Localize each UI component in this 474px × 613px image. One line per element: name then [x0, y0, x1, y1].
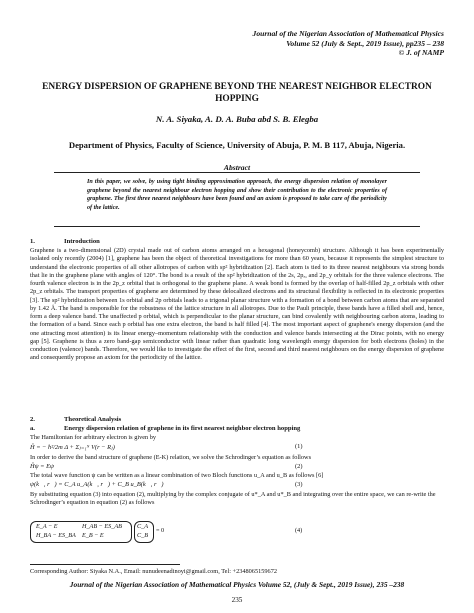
subsection-a-title: Energy dispersion relation of graphene in its first nearest neighbor electron hopping — [64, 425, 301, 432]
paper-affiliation: Department of Physics, Faculty of Science, University of Abuja, P. M. B 117, Abuja, Nigeria. — [68, 140, 406, 150]
schrodinger-intro: In order to derive the band structure of graphene (E-K) relation, we solve the Schrodinger’s equation as follows — [30, 454, 312, 461]
journal-volume: Volume 52 (July & Sept., 2019 Issue), pp235 – 238 — [286, 38, 444, 48]
vector-bottom: C_B — [137, 532, 149, 539]
section-1-number: 1. — [30, 238, 35, 245]
journal-footer: Journal of the Nigerian Association of Mathematical Physics Volume 52, (July & Sept., 2019 Issue), 235 –238 — [69, 580, 405, 589]
equation-2-body: Ĥψ = Eψ — [30, 463, 54, 470]
abstract-heading: Abstract — [223, 163, 251, 172]
equation-1-number: (1) — [295, 443, 303, 450]
section-1-heading — [30, 238, 100, 245]
subsection-a-heading — [30, 425, 300, 432]
paper-authors: N. A. Siyaka, A. D. A. Buba abd S. B. Elegba — [155, 114, 319, 124]
equation-2-number: (2) — [295, 463, 303, 470]
abstract-bottom-rule — [54, 226, 420, 227]
hamiltonian-intro: The Hamiltonian for arbitrary electron is given by — [30, 434, 157, 441]
section-2-number: 2. — [30, 416, 35, 423]
equation-2 — [30, 463, 444, 470]
corresponding-author-footnote: Corresponding Author: Siyaka N.A., Email: nunudeenadinoyi@gmail.com, Tel: +2348065159672 — [30, 568, 277, 575]
section-2-heading — [30, 416, 121, 423]
equation-3-body: ψ(k⃗, r⃗) = C_A u_A(k⃗, r⃗) + C_B u_B(k⃗, r⃗) — [30, 481, 164, 488]
subsection-a-label: a. — [30, 425, 35, 432]
matrix-a11: E_A − E — [36, 523, 58, 530]
section-2-title: Theoretical Analysis — [64, 416, 122, 423]
abstract-body: In this paper, we solve, by using tight binding approximation approach, the energy dispersion relation of monolayer graphene beyond the nearest neighbour electron hopping and show their contribution to the electronic properties of graphene. The first three nearest neighbours have been found and an axiom is proposed to take care of the periodicity of the lattice. — [87, 179, 387, 211]
equation-1-body: Ĥ = − ħ²/2m Δ + Σⱼ₌₁ᴺ V(r − Rⱼ) — [30, 444, 115, 451]
vector-top: C_A — [137, 523, 149, 530]
equation-4-number: (4) — [295, 527, 303, 534]
bloch-intro: The total wave function ψ can be written as a linear combination of two Bloch functions u_A and u_B as follows [6] — [30, 472, 324, 479]
page-number: 235 — [231, 596, 243, 604]
equation-3 — [30, 481, 444, 488]
matrix-a12: H_AB − ES_AB — [82, 523, 122, 530]
introduction-paragraph: Graphene is a two-dimensional (2D) crystal made out of carbon atoms arranged on a hexagonal (honeycomb) structure. Although it has been experimentally isolated only recently (2004) [1], graphene has been the object of theoretical investigations for more than 60 years, because it represents the simplest structure to understand the electronic properties of all other allotropes of carbon with sp² hybridization [2]. Each atom is tied to its three nearest neighbours via strong bonds that lie in the graphene plane with angles of 120°. The bond is a result of the sp² hybridization of the 2s, 2pₓ, and 2p_y orbitals for the three valence electrons. The fourth valence electron is in the 2p_z orbital that is orthogonal to the graphene plane. A weak bond is formed by the overlap of half-filled 2p_z orbitals with other 2p_z orbitals. The transport properties of graphene are determined by these delocalized electrons and its structural flexibility is reflected in its electronic properties [3]. The sp² hybridization between 1s orbital and 2p orbitals leads to a trigonal planar structure with a formation of a bond between carbon atoms that are separated by 1.42 Å. The band is responsible for the robustness of the lattice structure in all allotropes. Due to the Pauli principle, these bands have a filled shell and, hence, form a deep valence band. The unaffected p orbital, which is perpendicular to the planar structure, can bind covalently with neighbouring carbon atoms, leading to the formation of a band. Since each p orbital has one extra electron, the band is half filled [4]. The most important aspect of graphene's energy dispersion (and the one attracting most attention) is its linear energy–momentum relationship with the conduction and valence bands intersecting at the Dirac points, with no energy gap [5]. Graphene is thus a zero band-gap semiconductor with linear rather than quadratic long wavelength energy dispersion for both electrons (holes) in the conduction (valence) bands. Therefore, we would like to investigate the effect of the first, second and third nearest neighbours on the energy dispersion of graphene and consequently propose an axiom for the periodicity of the lattice. — [30, 247, 444, 362]
section-1-title: Introduction — [64, 238, 100, 245]
footnote-rule — [30, 564, 180, 565]
journal-copyright: © J. of NAMP — [398, 48, 444, 58]
abstract-top-rule — [54, 172, 420, 173]
matrix-a21: H_BA − ES_BA — [36, 532, 76, 539]
journal-header — [253, 29, 444, 58]
journal-name: Journal of the Nigerian Association of Mathematical Physics — [252, 29, 444, 38]
paper-title: ENERGY DISPERSION OF GRAPHENE BEYOND THE NEAREST NEIGHBOR ELECTRON HOPPING — [42, 82, 432, 104]
equation-4-rhs: = 0 — [156, 527, 165, 534]
substitution-paragraph: By substituting equation (3) into equation (2), multiplying by the complex conjugate of u*_A and u*_B and integrating over the entire space, we can re-write the Schrodinger’s equation in equation (2) as follows — [30, 491, 436, 507]
matrix-a22: E_B − E — [82, 532, 104, 539]
equation-3-number: (3) — [295, 481, 303, 488]
equation-1 — [30, 443, 444, 451]
